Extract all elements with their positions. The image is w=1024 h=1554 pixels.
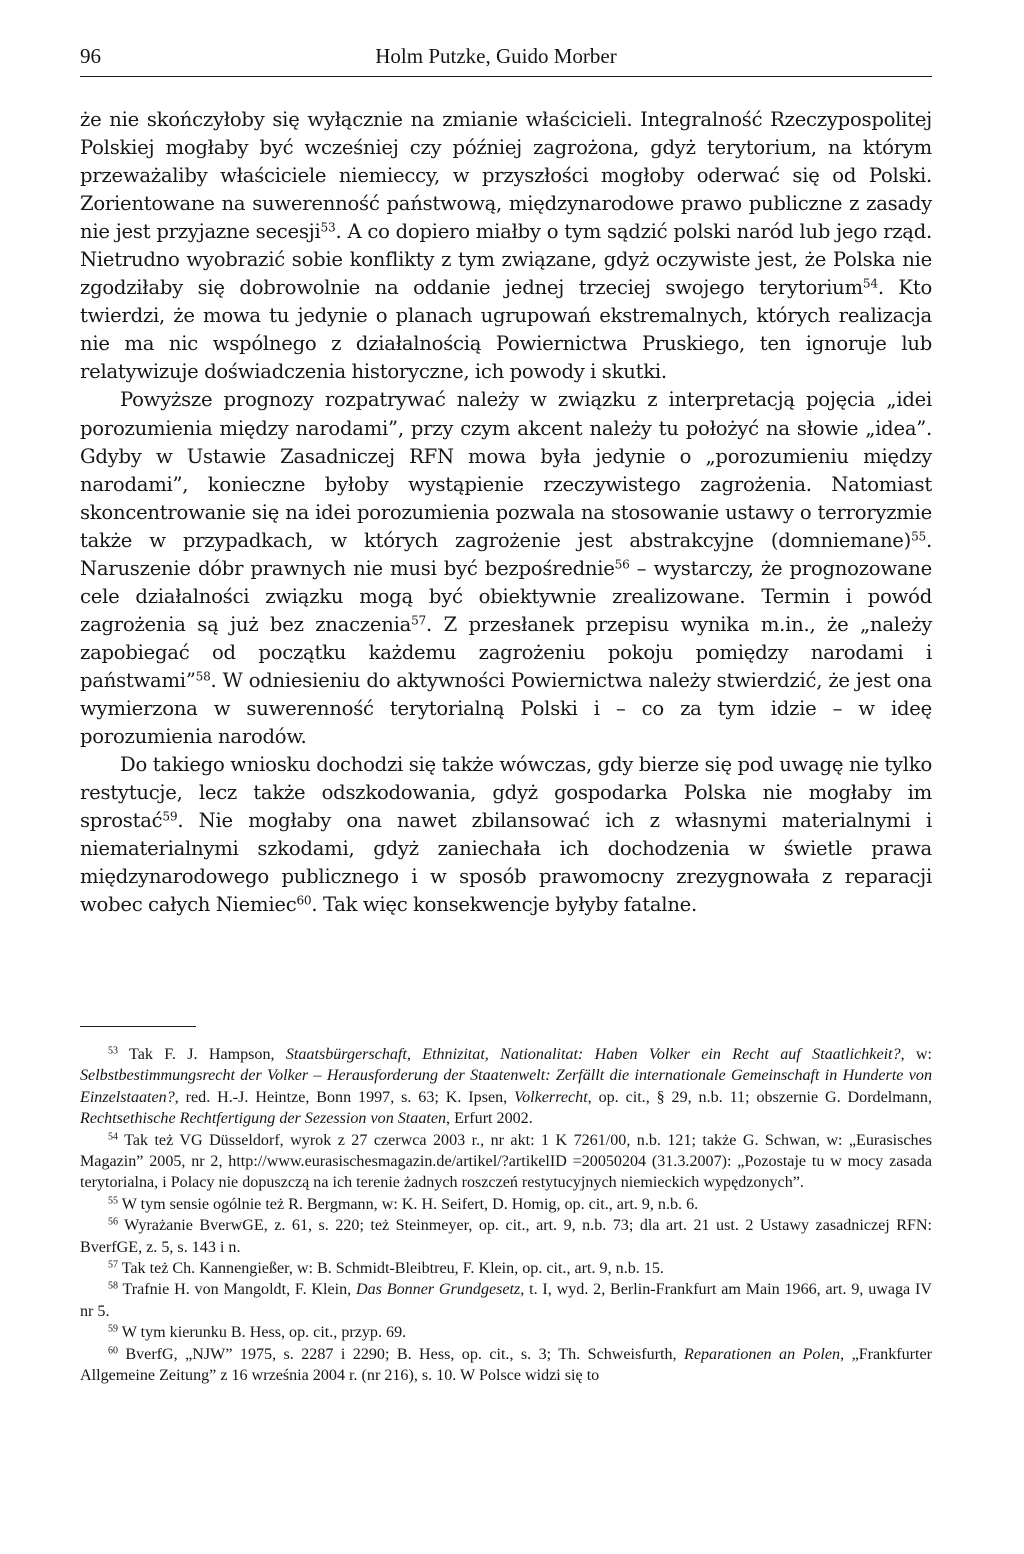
page-header [80,44,932,69]
footnote-59: $^{59}$ W tym kierunku B. Hess, op. cit., przyp. 69. [108,1323,407,1342]
running-head-authors: Holm Putzke, Guido Morber [375,44,617,68]
footnote-ref[interactable]: 53 [320,220,336,235]
footnote-number: 54 [108,1131,118,1143]
footnote-ref[interactable]: 60 [296,893,312,908]
footnote-ref[interactable]: 59 [162,809,178,824]
paragraph: Do takiego wniosku dochodzi się także wówczas, gdy bierze się pod uwagę nie tylko restytucje, lecz także odszkodowania, gdyż gospodarka Polska nie mogłaby im sprostać$^{59}$. Nie mogłaby ona nawet zbilansować ich z własnymi materialnymi i niematerialnymi szkodami, gdyż zaniechała ich dochodzenia w świetle prawa międzynarodowego publicznego i w sposób prawomocny zrezygnowała z reparacji wobec całych Niemiec$^{60}$. Tak więc konsekwencje byłyby fatalne. [80,753,932,917]
footnote-number: 57 [108,1259,118,1271]
footnote-number: 59 [108,1323,118,1335]
footnote-ref[interactable]: 57 [411,613,427,628]
footnote-55: $^{55}$ W tym sensie ogólnie też R. Bergmann, w: K. H. Seifert, D. Homig, op. cit., art. 9, n.b. 6. [108,1195,699,1213]
footnote-divider [80,1026,196,1027]
footnote-53: $^{53}$ Tak F. J. Hampson, Staatsbürgerschaft, Ethnizitat, Nationalitat: Haben Volker ein Recht auf Staatlichkeit?, w: Selbstbestimmungsrecht der Volker – Herausforderung der Staatenwelt: Zerfällt die internationale Gemeinschaft in Hunderte von Einzelstaaten?, red. H.-J. Heintze, Bonn 1997, s. 63; K. Ipsen, Volkerrecht, op. cit., § 29, n.b. 11; obszernie G. Dordelmann, Rechtsethische Rechtfertigung der Sezession von Staaten, Erfurt 2002. [80,1045,933,1128]
footnote-number: 55 [108,1195,118,1207]
footnote-56: $^{56}$ Wyrażanie BverwGE, z. 61, s. 220; też Steinmeyer, op. cit., art. 9, n.b. 73; dla art. 21 ust. 2 Ustawy zasadniczej RFN: BverfGE, z. 5, s. 143 i n. [80,1216,932,1256]
footnote-57: $^{57}$ Tak też Ch. Kannengießer, w: B. Schmidt-Bleibtreu, F. Klein, op. cit., art. 9, n.b. 15. [108,1259,664,1278]
footnote-54: $^{54}$ Tak też VG Düsseldorf, wyrok z 27 czerwca 2003 r., nr akt: 1 K 7261/00, n.b. 121; także G. Schwan, w: „Eurasisches Magazin” 2005, nr 2, http://www.eurasischesmagazin.de/artikel/?artikelID =20050204 (31.3.2007): „Pozostaje tu w mocy zasada terytorialna, i Polacy nie dopuszczą na ich terenie żadnych roszczeń restytucyjnych niemieckich wypędzonych”. [80,1131,932,1192]
paragraph: że nie skończyłoby się wyłącznie na zmianie właścicieli. Integralność Rzeczypospolitej Polskiej mogłaby być wcześniej czy później zagrożona, gdyż terytorium, na którym przeważaliby właściciele niemieccy, w przyszłości mogłoby oderwać się od Polski. Zorientowane na suwerenność państwową, międzynarodowe prawo publiczne z zasady nie jest przyjazne secesji$^{53}$. A co dopiero miałby o tym sądzić polski naród lub jego rząd. Nietrudno wyobrazić sobie konflikty z tym związane, gdyż oczywiste jest, że Polska nie zgodziłaby się dobrowolnie na oddanie jednej trzeciej swojego terytorium$^{54}$. Kto twierdzi, że mowa tu jedynie o planach ugrupowań ekstremalnych, których realizacja nie ma nic wspólnego z działalnością Powiernictwa Pruskiego, ten ignoruje lub relatywizuje doświadczenia historyczne, ich powody i skutki. [80,108,932,384]
footnote-ref[interactable]: 56 [614,557,630,572]
header-rule [80,76,932,77]
footnote-number: 60 [108,1345,118,1357]
footnotes [80,1044,932,1387]
footnote-ref[interactable]: 55 [911,529,927,544]
footnote-60: $^{60}$ BverfG, „NJW” 1975, s. 2287 i 2290; B. Hess, op. cit., s. 3; Th. Schweisfurth, Reparationen an Polen, „Frankfurter Allgemeine Zeitung” z 16 września 2004 r. (nr 216), s. 10. W Polsce widzi się to [80,1345,932,1385]
page-number: 96 [80,44,101,68]
footnote-number: 53 [108,1045,118,1057]
paragraph: Powyższe prognozy rozpatrywać należy w związku z interpretacją pojęcia „idei porozumienia między narodami”, przy czym akcent należy tu położyć na słowie „idea”. Gdyby w Ustawie Zasadniczej RFN mowa była jedynie o „porozumieniu między narodami”, konieczne byłoby wystąpienie rzeczywistego zagrożenia. Natomiast skoncentrowanie się na idei porozumienia pozwala na stosowanie ustawy o terroryzmie także w przypadkach, w których zagrożenie jest abstrakcyjne (domniemane)$^{55}$. Naruszenie dóbr prawnych nie musi być bezpośrednie$^{56}$ – wystarczy, że prognozowane cele działalności związku mogą być obiektywnie zrealizowane. Termin i powód zagrożenia są już bez znaczenia$^{57}$. Z przesłanek przepisu wynika m.in., że „należy zapobiegać od początku każdemu zagrożeniu pokoju pomiędzy narodami i państwami”$^{58}$. W odniesieniu do aktywności Powiernictwa należy stwierdzić, że jest ona wymierzona w suwerenność terytorialną Polski i – co za tym idzie – w ideę porozumienia narodów. [80,388,933,749]
footnote-ref[interactable]: 58 [195,669,211,684]
footnote-number: 56 [108,1216,118,1228]
footnote-58: $^{58}$ Trafnie H. von Mangoldt, F. Klein, Das Bonner Grundgesetz, t. I, wyd. 2, Berlin-Frankfurt am Main 1966, art. 9, uwaga IV nr 5. [80,1280,932,1320]
footnote-ref[interactable]: 54 [862,276,878,291]
main-text [80,106,932,919]
footnote-number: 58 [108,1280,118,1292]
